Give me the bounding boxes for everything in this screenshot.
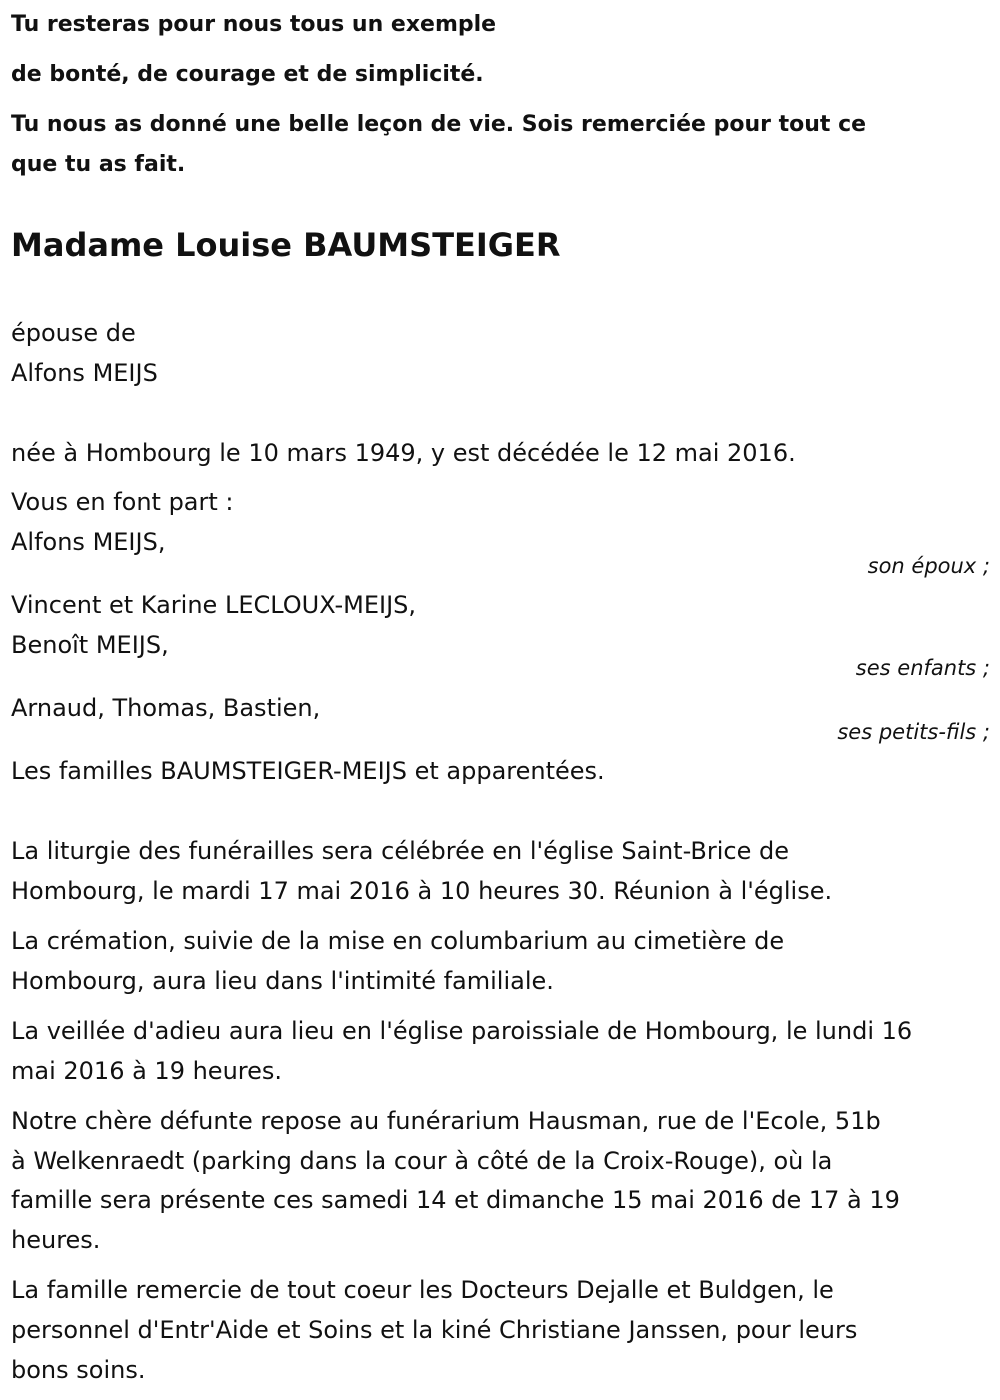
epitaph-line: que tu as fait.	[11, 152, 186, 177]
birth-death: née à Hombourg le 10 mars 1949, y est décédée le 12 mai 2016.	[11, 439, 796, 467]
paragraph-line: famille sera présente ces samedi 14 et dimanche 15 mai 2016 de 17 à 19	[11, 1186, 900, 1214]
relation-label: ses enfants ;	[855, 656, 990, 680]
epitaph-line: Tu nous as donné une belle leçon de vie. Sois remerciée pour tout ce	[11, 112, 867, 137]
paragraph-line: La liturgie des funérailles sera célébrée en l'église Saint-Brice de	[11, 837, 789, 865]
paragraph-line: Hombourg, aura lieu dans l'intimité familiale.	[11, 967, 554, 995]
family-member: Benoît MEIJS,	[11, 631, 169, 659]
paragraph-line: La crémation, suivie de la mise en columbarium au cimetière de	[11, 927, 785, 955]
paragraph-line: mai 2016 à 19 heures.	[11, 1057, 283, 1085]
paragraph-line: La veillée d'adieu aura lieu en l'église paroissiale de Hombourg, le lundi 16	[11, 1017, 913, 1045]
relation-label: son époux ;	[867, 554, 990, 578]
paragraph-line: Hombourg, le mardi 17 mai 2016 à 10 heures 30. Réunion à l'église.	[11, 877, 833, 905]
family-member: Les familles BAUMSTEIGER-MEIJS et apparentées.	[11, 757, 605, 785]
paragraph-line: bons soins.	[11, 1356, 146, 1384]
spouse-name: Alfons MEIJS	[11, 359, 158, 387]
paragraph-line: La famille remercie de tout coeur les Docteurs Dejalle et Buldgen, le	[11, 1276, 834, 1304]
announce-intro: Vous en font part :	[11, 488, 234, 516]
paragraph-line: à Welkenraedt (parking dans la cour à côté de la Croix-Rouge), où la	[11, 1147, 833, 1175]
epitaph-line: de bonté, de courage et de simplicité.	[11, 62, 484, 87]
family-member: Alfons MEIJS,	[11, 528, 166, 556]
relation-label: ses petits-fils ;	[837, 720, 990, 744]
paragraph-line: heures.	[11, 1226, 101, 1254]
family-member: Vincent et Karine LECLOUX-MEIJS,	[11, 591, 417, 619]
paragraph-line: Notre chère défunte repose au funérarium Hausman, rue de l'Ecole, 51b	[11, 1107, 881, 1135]
family-member: Arnaud, Thomas, Bastien,	[11, 694, 321, 722]
paragraph-line: personnel d'Entr'Aide et Soins et la kiné Christiane Janssen, pour leurs	[11, 1316, 858, 1344]
epitaph-line: Tu resteras pour nous tous un exemple	[11, 12, 497, 37]
deceased-name: Madame Louise BAUMSTEIGER	[11, 226, 561, 264]
spouse-label: épouse de	[11, 319, 136, 347]
